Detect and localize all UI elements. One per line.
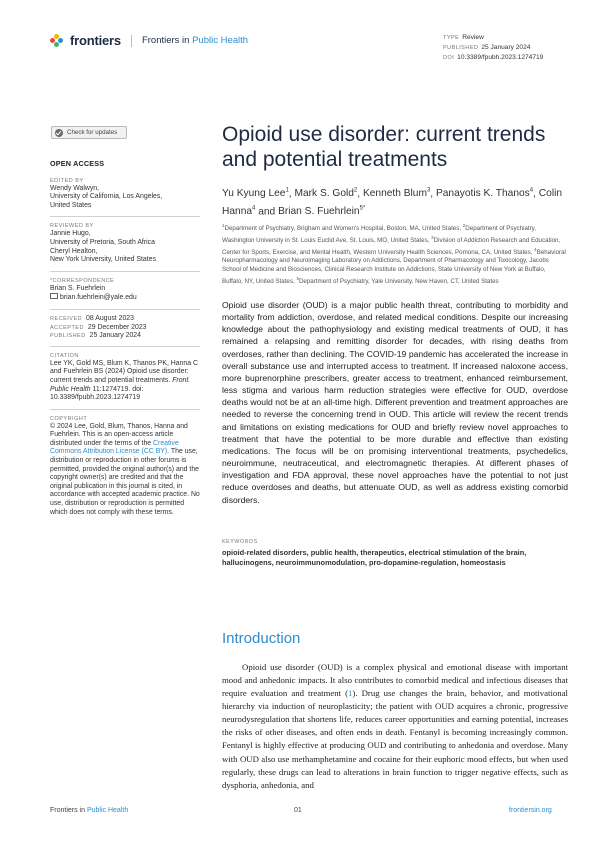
footer-journal: Frontiers in Public Health bbox=[50, 807, 129, 814]
dates-section: RECEIVED 08 August 2023 ACCEPTED 29 December 2023 PUBLISHED 25 January 2024 bbox=[50, 314, 147, 340]
published-date: 25 January 2024 bbox=[481, 44, 531, 51]
author[interactable]: Yu Kyung Lee$^1$ bbox=[222, 188, 289, 200]
author[interactable]: Brian S. Fuehrlein$^{5*}$ bbox=[278, 205, 366, 217]
page-number: 01 bbox=[294, 807, 302, 814]
footer-site-link[interactable]: frontiersin.org bbox=[509, 807, 552, 814]
journal-name: Frontiers in Public Health bbox=[141, 35, 249, 46]
author[interactable]: Kenneth Blum$^3$ bbox=[362, 188, 431, 200]
author-list: Yu Kyung Lee$^1$, Mark S. Gold$^2$, Kenneth Blum$^3$, Panayotis K. Thanos$^4$, Colin Hanna$^4$ and Brian S. Fuehrlein$^{5*}$ bbox=[222, 188, 563, 217]
introduction-text: Opioid use disorder (OUD) is a complex physical and emotional disease with important mood and anhedonic impacts. It also contributes to comorbid medical and infectious diseases that require evaluation and treatment (1). Drug use changes the brain, behavior, and motivational hierarchy via induction of neuroplasticity; the patient with OUD acquires a chronic, progressive neurodysregulation that shortens life, reduces career opportunities and earning potential, increases the risks of other diseases, and often ends in death. Fentanyl is becoming increasingly common. Fentanyl is highly effective at producing OUD and contributing to anhedonia and overdose. Many with OUD also use methamphetamine and cocaine for their euphoric mood effects, but when used regularly, these drugs can lead to alterations in brain function to trigger negative effects, such as dysphoria, anhedonia, and bbox=[222, 662, 568, 790]
keywords-list: opioid-related disorders, public health, therapeutics, electrical stimulation of the brain, hallucinogens, neuroimmunomodulation, pro-dopamine-regulation, homeostasis bbox=[222, 548, 527, 567]
open-access-label: OPEN ACCESS bbox=[50, 159, 105, 168]
check-icon bbox=[55, 129, 63, 137]
abstract-text: Opioid use disorder (OUD) is a major public health threat, contributing to morbidity and mortality from addiction, overdose, and related medical conditions. Despite our increasing knowledge about the pathophysiology and existing medical treatments of OUD, it has remained a relapsing and remitting disorder for decades, with rising deaths from overdoses, rather than declining. The COVID-19 pandemic has accelerated the increase in overall substance use and interrupted access to treatment. If increased naloxone access, more buprenorphine prescribers, greater access to treatment, enhanced reimbursement, less stigma and various harm reduction strategies were effective for OUD, overdose deaths would not be at an all-time high. Different prevention and treatment approaches are needed to reverse the concerning trend in OUD. This article will review the recent trends and limitations on existing medications for OUD and briefly review novel approaches to treatment that have the potential to be more durable and effective than existing medications. The focus will be on promising interventional treatments, psychedelics, neuroimmune, neutraceutical, and electromagnetic therapies. At different phases of investigation and FDA approval, these novel approaches have the potential to not just reduce overdoses and deaths, but attenuate OUD, as well as address existing comorbid disorders. bbox=[222, 300, 568, 505]
copyright-section: COPYRIGHT © 2024 Lee, Gold, Blum, Thanos, Hanna and Fuehrlein. This is an open-access article distributed under the terms of the Creative Commons Attribution License (CC BY). The use, distribution or reproduction in other forums is permitted, provided the original author(s) and the copyright owner(s) are credited and that the original publication in this journal is cited, in accordance with accepted academic practice. No use, distribution or reproduction is permitted which does not comply with these terms. bbox=[50, 415, 200, 516]
logo-text: frontiers bbox=[70, 33, 121, 48]
edited-by-section: EDITED BY Wendy Walwyn, University of California, Los Angeles, United States bbox=[50, 177, 163, 209]
author[interactable]: Colin Hanna$^4$ bbox=[222, 188, 563, 217]
reviewed-by-section: REVIEWED BY Jannie Hugo, University of Pretoria, South Africa Cheryl Healton, New York University, United States bbox=[50, 223, 156, 264]
article-meta: TYPE Review PUBLISHED 25 January 2024 DOI 10.3389/fpubh.2023.1274719 bbox=[443, 34, 544, 61]
citation-section: CITATION Lee YK, Gold MS, Blum K, Thanos PK, Hanna C and Fuehrlein BS (2024) Opioid use disorder: current trends and potential treatments. Front. Public Health 11:1274719. doi: 10.3389/fpubh.2023.1274719 bbox=[50, 352, 198, 402]
correspondence-section: *CORRESPONDENCE Brian S. Fuehrlein brian.fuehrlein@yale.edu bbox=[50, 277, 137, 302]
author[interactable]: Mark S. Gold$^2$ bbox=[294, 188, 358, 200]
citation-doi[interactable]: doi: 10.3389/fpubh.2023.1274719 bbox=[50, 385, 144, 402]
reference-link[interactable]: 1 bbox=[348, 688, 353, 699]
check-for-updates-label: Check for updates bbox=[67, 129, 118, 136]
sidebar-info bbox=[50, 160, 200, 523]
logo-divider bbox=[131, 35, 132, 47]
introduction-heading: Introduction bbox=[222, 630, 301, 647]
affiliations: $^1$Department of Psychiatry, Brigham and Women's Hospital, Boston, MA, United States, $^2$Department of Psychiatry, Washington University in St. Louis Euclid Ave, St. Louis, MO, United States, $^3$Division of Addiction Research and Education, Center for Sports, Exercise, and Mental Health, Western University Health Sciences, Pomona, CA, United States, $^4$Behavioral Neuropharmacology and Neuroimaging Laboratory on Addictions, Department of Pharmacology and Toxicology, Jacobs School of Medicine and Biosciences, Clinical Research Institute on Addictions, State University of New York at Buffalo, Buffalo, NY, United States, $^5$Department of Psychiatry, Yale University, New Haven, CT, United States bbox=[222, 223, 566, 285]
frontiers-logo[interactable] bbox=[50, 33, 248, 48]
article-type: Review bbox=[462, 34, 484, 41]
author[interactable]: Panayotis K. Thanos$^4$ bbox=[435, 188, 534, 200]
article-title: Opioid use disorder: current trends and potential treatments bbox=[222, 123, 546, 171]
frontiers-logo-icon bbox=[50, 34, 64, 48]
keywords-label: KEYWORDS bbox=[222, 539, 258, 545]
mail-icon bbox=[50, 293, 58, 299]
correspondence-email[interactable]: brian.fuehrlein@yale.edu bbox=[60, 294, 137, 302]
cc-by-license-link[interactable]: Creative Commons Attribution License (CC BY). bbox=[50, 439, 179, 456]
check-for-updates-button[interactable] bbox=[51, 126, 127, 139]
doi-link[interactable]: 10.3389/fpubh.2023.1274719 bbox=[457, 54, 544, 61]
